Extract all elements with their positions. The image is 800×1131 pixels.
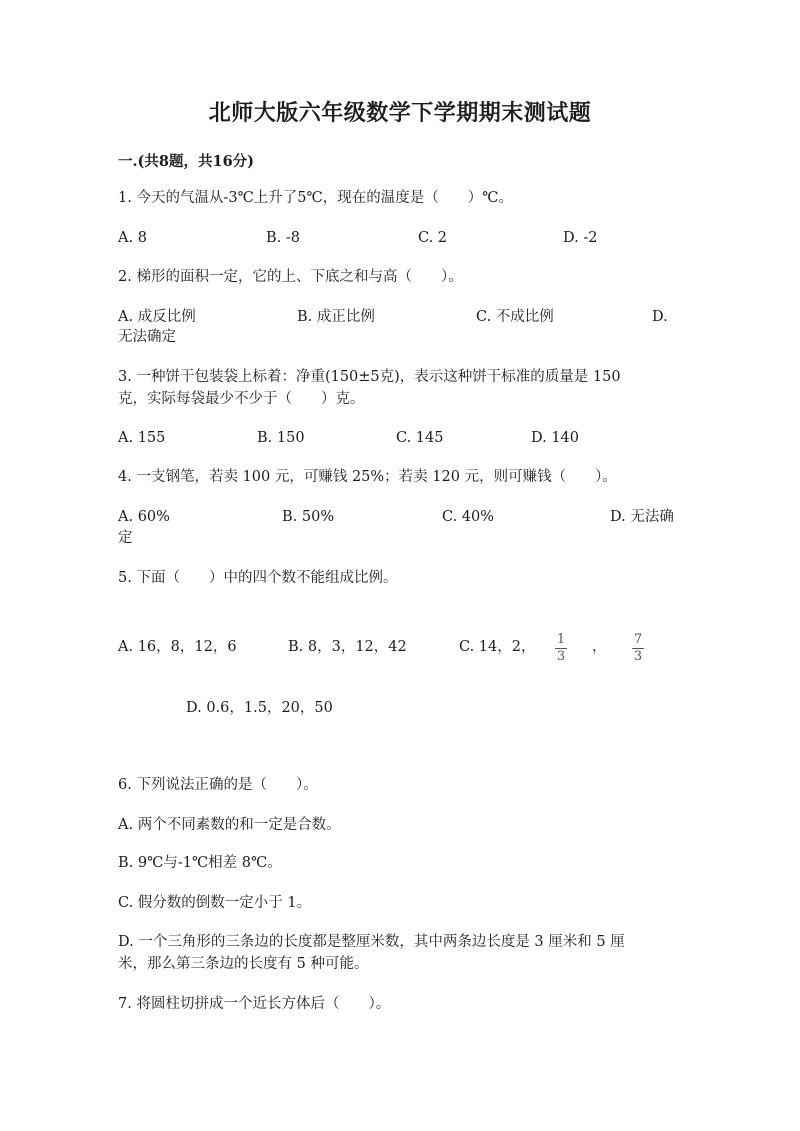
q6-option-a[interactable]: A. 两个不同素数的和一定是合数。 <box>118 817 341 833</box>
q1-option-a[interactable]: A. 8 <box>118 230 147 246</box>
fraction-denominator: 3 <box>633 649 643 664</box>
q6-option-b[interactable]: B. 9℃与-1℃相差 8℃。 <box>118 855 282 871</box>
q4-option-a[interactable]: A. 60% <box>118 509 170 525</box>
q5-option-a[interactable]: A. 16，8，12，6 <box>118 639 237 655</box>
q2-option-d-text: 无法确定 <box>118 329 176 345</box>
question-7: 7. 将圆柱切拼成一个近长方体后（ ）。 <box>118 996 391 1012</box>
question-3-line-2: 克，实际每袋最少不少于（ ）克。 <box>118 391 365 407</box>
q3-option-a[interactable]: A. 155 <box>118 430 166 446</box>
question-3-line-1: 3. 一种饼干包装袋上标着：净重(150±5克)，表示这种饼干标准的质量是 150 <box>118 369 621 385</box>
q3-option-c[interactable]: C. 145 <box>396 430 444 446</box>
q3-option-b[interactable]: B. 150 <box>257 430 305 446</box>
q1-option-b[interactable]: B. -8 <box>266 230 300 246</box>
fraction-one-third <box>555 633 567 664</box>
q3-option-d[interactable]: D. 140 <box>531 430 580 446</box>
q4-option-d-text: 定 <box>118 530 133 546</box>
q2-option-c[interactable]: C. 不成比例 <box>476 309 554 325</box>
q1-option-d[interactable]: D. -2 <box>563 230 598 246</box>
q2-option-a[interactable]: A. 成反比例 <box>118 309 196 325</box>
q4-option-b[interactable]: B. 50% <box>282 509 335 525</box>
fraction-numerator: 1 <box>556 632 566 647</box>
question-5: 5. 下面（ ）中的四个数不能组成比例。 <box>118 570 398 586</box>
q6-option-d-line-2: 米，那么第三条边的长度有 5 种可能。 <box>118 956 369 972</box>
question-6: 6. 下列说法正确的是（ ）。 <box>118 777 318 793</box>
q5-option-b[interactable]: B. 8，3，12，42 <box>288 639 407 655</box>
question-2: 2. 梯形的面积一定，它的上、下底之和与高（ ）。 <box>118 269 463 285</box>
question-1: 1. 今天的气温从-3℃上升了5℃，现在的温度是（ ）℃。 <box>118 190 513 206</box>
page-title: 北师大版六年级数学下学期期末测试题 <box>208 100 592 126</box>
q4-option-c[interactable]: C. 40% <box>442 509 495 525</box>
q6-option-d-line-1[interactable]: D. 一个三角形的三条边的长度都是整厘米数，其中两条边长度是 3 厘米和 5 厘 <box>118 934 625 950</box>
q5-option-c[interactable]: C. 14，2， <box>459 639 536 655</box>
fraction-denominator: 3 <box>556 649 566 664</box>
q1-option-c[interactable]: C. 2 <box>418 230 448 246</box>
fraction-numerator: 7 <box>633 632 643 647</box>
q5-option-c-separator: ， <box>592 639 607 655</box>
question-4: 4. 一支钢笔，若卖 100 元，可赚钱 25%；若卖 120 元，则可赚钱（ ）。 <box>118 469 617 485</box>
q5-option-d[interactable]: D. 0.6，1.5，20，50 <box>186 700 333 716</box>
q6-option-c[interactable]: C. 假分数的倒数一定小于 1。 <box>118 895 312 911</box>
fraction-seven-thirds <box>632 633 644 664</box>
q2-option-d[interactable]: D. <box>652 309 668 325</box>
q4-option-d[interactable]: D. 无法确 <box>610 509 674 525</box>
q2-option-b[interactable]: B. 成正比例 <box>297 309 375 325</box>
section-heading: 一.(共8题，共16分) <box>118 153 255 170</box>
